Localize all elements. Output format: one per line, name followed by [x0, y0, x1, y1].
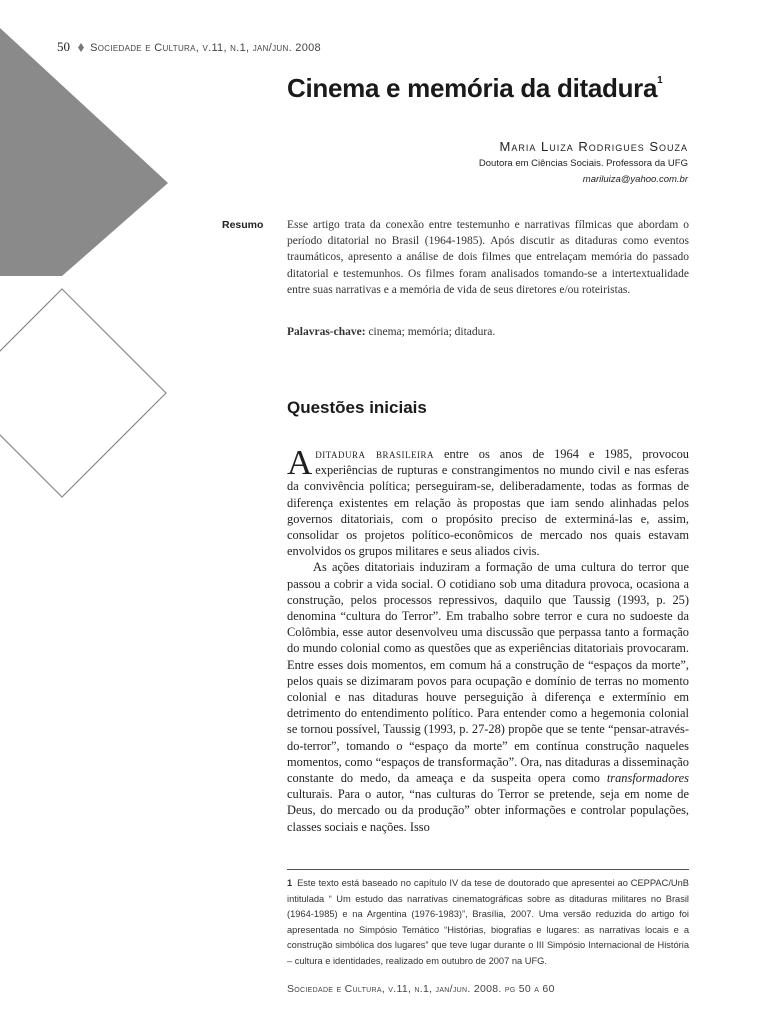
footnote-divider: [287, 869, 689, 870]
footnote-ref[interactable]: 1: [657, 75, 663, 86]
journal-citation: Sociedade e Cultura, v.11, n.1, jan/jun. 2008: [90, 42, 321, 54]
running-foot: Sociedade e Cultura, v.11, n.1, jan/jun. 2008. pg 50 a 60: [287, 983, 555, 995]
page-number: 50: [57, 39, 70, 54]
abstract-label: Resumo: [222, 219, 264, 231]
author-block: [479, 139, 688, 185]
author-affiliation: Doutora em Ciências Sociais. Professora da UFG: [478, 158, 688, 169]
drop-cap: A: [287, 443, 313, 482]
lead-in-smallcaps: ditadura brasileira: [315, 447, 435, 461]
decorative-diamonds: [0, 0, 300, 640]
running-head: [57, 39, 321, 55]
keywords-list: cinema; memória; ditadura.: [368, 326, 496, 338]
footnote-text: Este texto está baseado no capítulo IV da tese de doutorado que apresentei ao CEPPAC/UnB intitulada “ Um estudo das narrativas cinematográficas sobre as ditaduras militares no Brasil (1964-1985) e na Argentina (1976-1983)”, Brasília, 2007. Uma versão reduzida do artigo foi apresentada no Simpósio Temático “Histórias, biografias e lugares: as narrativas locais e a construção simbólica dos lugares” que teve lugar durante o III Simpósio Internacional de História – cultura e identidades, realizado em outubro de 2007 na UFG.: [287, 878, 689, 966]
keywords-label: Palavras-chave:: [287, 326, 366, 338]
footnote: [287, 876, 689, 970]
gray-diamond-shape: [0, 28, 168, 276]
author-name: Maria Luiza Rodrigues Souza: [499, 139, 688, 154]
outline-diamond-shape: [0, 289, 166, 497]
paragraph-text: entre os anos de 1964 e 1985, provocou experiências de rupturas e constrangimentos no mundo civil e nas esferas da convivência política; perseguiram-se, deliberadamente, todas as formas de diferença existentes em relação às propostas que iam sendo alinhadas pelos governos ditatoriais, com o propósito preciso de exterminá-las e, assim, consolidar os projetos político-econômicos de mercado nos quais estavam envolvidos os grupos militares e seus aliados civis.: [287, 447, 690, 559]
section-title: Questões iniciais: [287, 398, 427, 417]
body-paragraph: [287, 559, 689, 834]
footnote-number: 1: [287, 878, 293, 888]
italic-term: transformadores: [606, 771, 689, 786]
paragraph-text: As ações ditatoriais induziram a formação de uma cultura do terror que passou a cobrir a vida social. O cotidiano sob uma ditadura provoca, ocasiona a construção, pelos processos repressivos, daquilo que Taussig (1993, p. 25) denomina “cultura do Terror”. Em trabalho sobre terror e cura no sudoeste da Colômbia, esse autor desenvolveu uma discussão que perpassa tanto a formação do mundo colonial como as questões que as experiências ditatoriais provocaram. Entre esses dois momentos, em comum há a construção de “espaços da morte”, pelos quais se dizimaram povos para ocupação e domínio de terras no momento colonial e nas ditaduras houve perseguição à diferença e extermínio em detrimento do entendimento político. Para entender como a hegemonia colonial se tornou possível, Taussig (1993, p. 27-28) propõe que se tente “pensar-através-do-terror”, tomando o “espaço da morte” em contínua construção naqueles momentos, como “espaços de transformação”. Ora, nas ditaduras a disseminação constante do medo, da ameaça e da suspeita opera como: [287, 560, 689, 786]
body-paragraph: [287, 443, 690, 559]
abstract-text: Esse artigo trata da conexão entre testemunho e narrativas fílmicas que abordam o período ditatorial no Brasil (1964-1985). Após discutir as ditaduras como eventos traumáticos, apresento a análise de dois filmes que entrelaçam memória do passado ditatorial e testemunhos. Os filmes foram analisados tomando-se a intertextualidade entre suas narrativas e a memória de vida de seus diretores e/ou roteiristas.: [287, 219, 689, 296]
article-title: [287, 73, 707, 104]
article-body: [287, 443, 690, 835]
ornament-icon: [78, 43, 84, 52]
title-text: Cinema e memória da ditadura: [287, 73, 658, 103]
keywords: [287, 326, 689, 338]
author-email[interactable]: mariluiza@yahoo.com.br: [582, 174, 688, 185]
paragraph-text: culturais. Para o autor, “nas culturas do Terror se pretende, seja em nome de Deus, do mercado ou da produção” obter informações e controlar populações, classes sociais e nações. Isso: [287, 787, 689, 834]
